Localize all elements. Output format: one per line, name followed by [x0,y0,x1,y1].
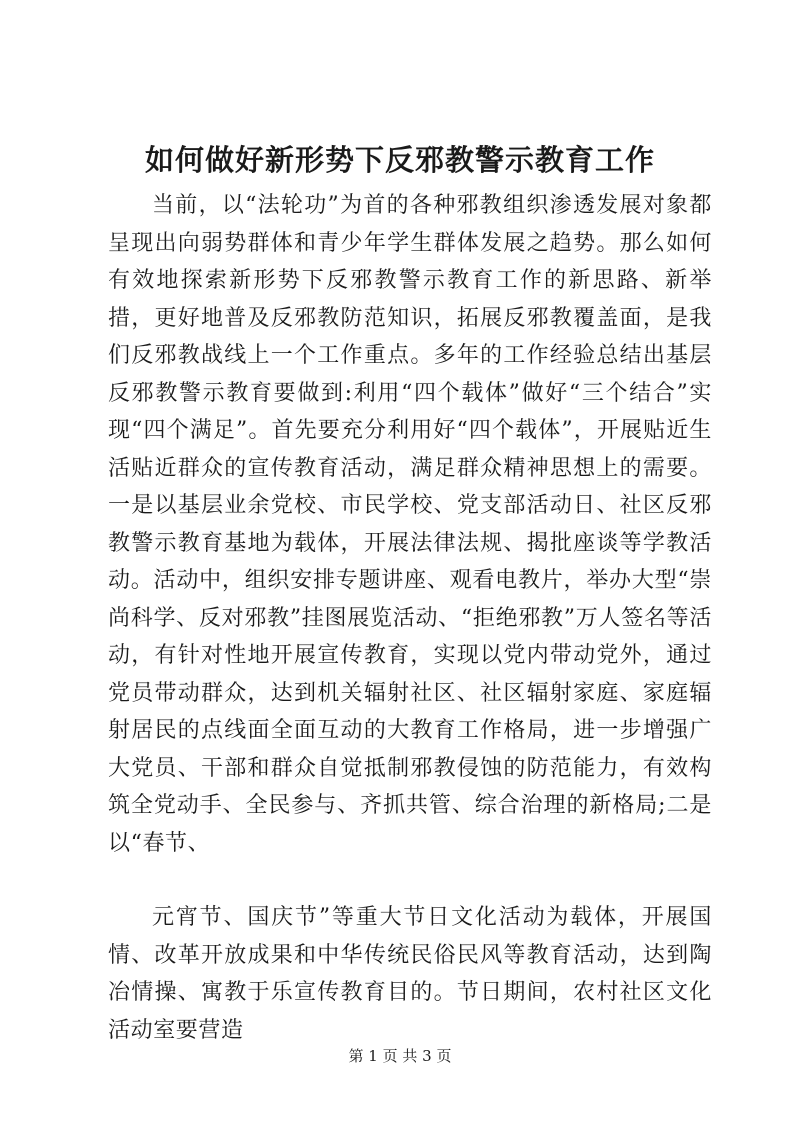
paragraph: 元宵节、国庆节”等重大节日文化活动为载体，开展国情、改革开放成果和中华传统民俗民风等教育活动，达到陶冶情操、寓教于乐宣传教育目的。节日期间，农村社区文化活动室要营造 [108,905,712,1043]
document-body [108,187,712,1049]
paragraph: 当前，以“法轮功”为首的各种邪教组织渗透发展对象都呈现出向弱势群体和青少年学生群体发展之趋势。那么如何有效地探索新形势下反邪教警示教育工作的新思路、新举措，更好地普及反邪教防范知识，拓展反邪教覆盖面，是我们反邪教战线上一个工作重点。多年的工作经验总结出基层反邪教警示教育要做到:利用“四个载体”做好“三个结合”实现“四个满足”。首先要充分利用好“四个载体”，开展贴近生活贴近群众的宣传教育活动，满足群众精神思想上的需要。一是以基层业余党校、市民学校、党支部活动日、社区反邪教警示教育基地为载体，开展法律法规、揭批座谈等学教活动。活动中，组织安排专题讲座、观看电教片，举办大型“崇尚科学、反对邪教”挂图展览活动、“拒绝邪教”万人签名等活动，有针对性地开展宣传教育，实现以党内带动党外，通过党员带动群众，达到机关辐射社区、社区辐射家庭、家庭辐射居民的点线面全面互动的大教育工作格局，进一步增强广大党员、干部和群众自觉抵制邪教侵蚀的防范能力，有效构筑全党动手、全民参与、齐抓共管、综合治理的新格局;二是以“春节、 [108,193,712,856]
document-title: 如何做好新形势下反邪教警示教育工作 [144,143,655,177]
page-number-footer: 第 1 页 共 3 页 [348,1047,452,1065]
